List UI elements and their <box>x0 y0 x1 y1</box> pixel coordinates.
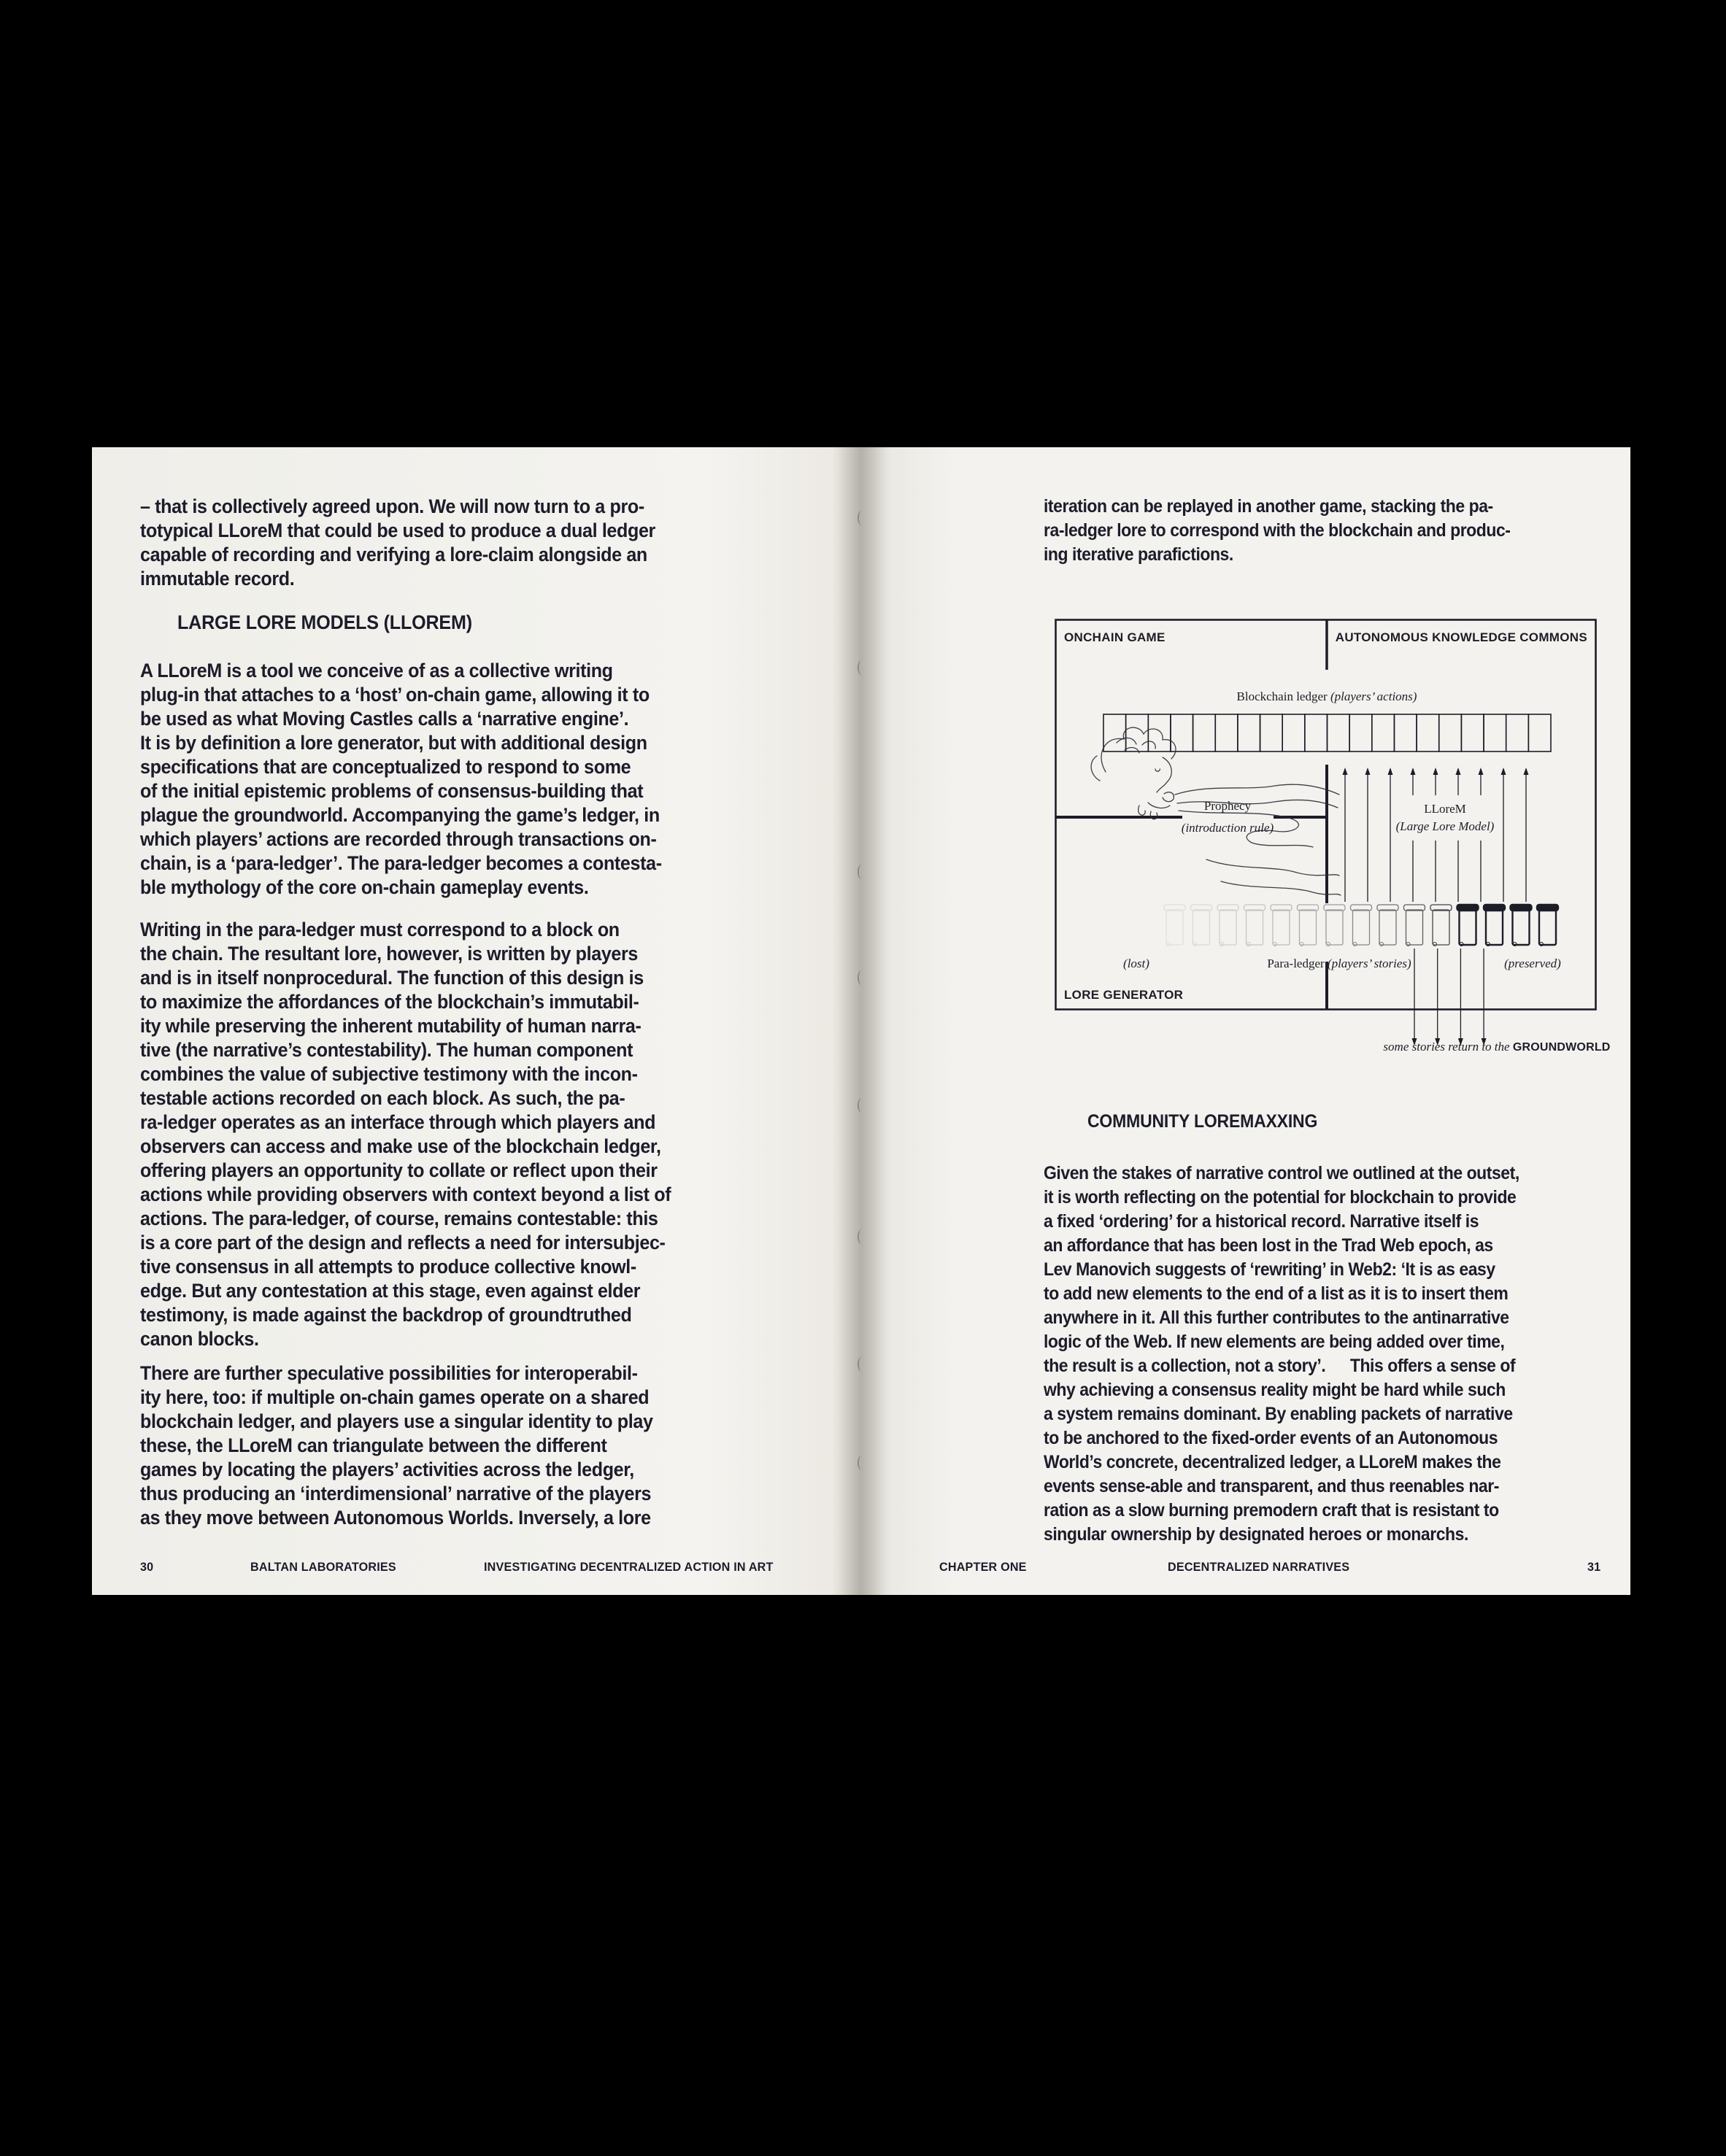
text-line: Writing in the para-ledger must correspond to a block on <box>140 919 620 940</box>
text-line: events sense-able and transparent, and thus reenables nar- <box>1044 1476 1499 1496</box>
blockchain-block-row <box>1103 714 1551 751</box>
book-spread <box>92 447 1630 1595</box>
text-line: anywhere in it. All this further contributes to the antinarrative <box>1044 1307 1509 1328</box>
text-line: as they move between Autonomous Worlds. Inversely, a lore <box>140 1507 651 1529</box>
text-line: a fixed ‘ordering’ for a historical record. Narrative itself is <box>1044 1211 1479 1232</box>
paragraph <box>140 495 655 591</box>
text-line: capable of recording and verifying a lore-claim alongside an <box>140 544 647 565</box>
section-heading: LARGE LORE MODELS (LLOREM) <box>177 611 472 633</box>
text-line: totypical LLoreM that could be used to produce a dual ledger <box>140 519 655 541</box>
label-autonomous-knowledge-commons: AUTONOMOUS KNOWLEDGE COMMONS <box>1335 630 1587 644</box>
text-line: Given the stakes of narrative control we outlined at the outset, <box>1044 1163 1519 1183</box>
text-line: testable actions recorded on each block. As such, the pa- <box>140 1087 625 1109</box>
text-line: an affordance that has been lost in the Trad Web epoch, as <box>1044 1235 1493 1256</box>
label-prophecy: Prophecy <box>1203 799 1252 813</box>
text-line: specifications that are conceptualized to respond to some <box>140 756 631 778</box>
binding-stitch <box>858 511 866 525</box>
label-introduction-rule: (introduction rule) <box>1181 821 1274 835</box>
text-line: a system remains dominant. By enabling packets of narrative <box>1044 1404 1513 1424</box>
text-line: to add new elements to the end of a list as it is to insert them <box>1044 1283 1509 1304</box>
text-line: iteration can be replayed in another game, stacking the pa- <box>1044 496 1493 517</box>
paragraph <box>140 918 671 1351</box>
text-line: logic of the Web. If new elements are being added over time, <box>1044 1332 1505 1352</box>
binding-stitch <box>858 1456 866 1470</box>
label-para-ledger: Para-ledger (players’ stories) <box>1267 957 1411 970</box>
text-line: of the initial epistemic problems of consensus-building that <box>140 780 644 802</box>
label-onchain-game: ONCHAIN GAME <box>1064 630 1166 644</box>
text-line: ration as a slow burning premodern craft that is resistant to <box>1044 1500 1499 1521</box>
text-line: be used as what Moving Castles calls a ‘narrative engine’. <box>140 708 629 730</box>
binding-stitch <box>858 1357 866 1372</box>
text-line: these, the LLoreM can triangulate between the different <box>140 1434 607 1456</box>
text-line: blockchain ledger, and players use a singular identity to play <box>140 1410 653 1432</box>
text-line: actions while providing observers with context beyond a list of <box>140 1183 671 1205</box>
diagram-caption: some stories return to the GROUNDWORLD <box>1383 1040 1611 1054</box>
text-line: canon blocks. <box>140 1328 259 1350</box>
footer-chapter: CHAPTER ONE <box>939 1560 1027 1574</box>
binding-stitch <box>858 1098 866 1113</box>
text-line: is a core part of the design and reflects a need for intersubjec- <box>140 1232 666 1253</box>
text-line: A LLoreM is a tool we conceive of as a collective writing <box>140 660 613 681</box>
text-line: testimony, is made against the backdrop of groundtruthed <box>140 1304 632 1326</box>
paragraph <box>1044 1162 1519 1547</box>
text-line: It is by definition a lore generator, but with additional design <box>140 732 647 754</box>
text-line: the chain. The resultant lore, however, is written by players <box>140 943 638 965</box>
text-line: actions. The para-ledger, of course, remains contestable: this <box>140 1208 658 1229</box>
footer-series-title: INVESTIGATING DECENTRALIZED ACTION IN ART <box>484 1560 774 1574</box>
text-line: ity here, too: if multiple on-chain games operate on a shared <box>140 1386 650 1408</box>
text-line: ity while preserving the inherent mutability of human narra- <box>140 1015 642 1037</box>
text-line: immutable record. <box>140 568 295 590</box>
down-arrows <box>1412 948 1487 1046</box>
paragraph <box>140 1361 653 1530</box>
label-preserved: (preserved) <box>1504 957 1561 970</box>
text-line: ble mythology of the core on-chain gameplay events. <box>140 876 589 898</box>
binding-stitch <box>858 865 866 879</box>
text-line: to maximize the affordances of the blockchain’s immutabil- <box>140 991 639 1013</box>
text-line: tive (the narrative’s contestability). The human component <box>140 1039 633 1061</box>
label-lore-generator: LORE GENERATOR <box>1064 988 1184 1002</box>
page-left <box>92 447 861 1595</box>
text-line: offering players an opportunity to collate or reflect upon their <box>140 1159 658 1181</box>
text-line: edge. But any contestation at this stage, even against elder <box>140 1280 641 1302</box>
paragraph <box>1044 495 1510 567</box>
text-line: which players’ actions are recorded through transactions on- <box>140 828 657 850</box>
text-line: the result is a collection, not a story’. This offers a sense of <box>1044 1356 1516 1376</box>
label-large-lore-model: (Large Lore Model) <box>1395 819 1495 833</box>
text-line: combines the value of subjective testimony with the incon- <box>140 1063 638 1085</box>
text-line: ra-ledger operates as an interface through which players and <box>140 1111 656 1133</box>
text-line: observers can access and make use of the blockchain ledger, <box>140 1135 661 1157</box>
text-line: to be anchored to the fixed-order events of an Autonomous <box>1044 1428 1498 1448</box>
binding-stitch <box>858 1229 866 1244</box>
binding-stitch <box>858 660 866 675</box>
text-line: singular ownership by designated heroes or monarchs. <box>1044 1524 1468 1545</box>
text-line: ra-ledger lore to correspond with the blockchain and produc- <box>1044 520 1511 541</box>
paragraph <box>140 659 662 900</box>
text-line: thus producing an ‘interdimensional’ narrative of the players <box>140 1483 652 1504</box>
text-line: Lev Manovich suggests of ‘rewriting’ in Web2: ‘It is as easy <box>1044 1259 1495 1280</box>
text-line: it is worth reflecting on the potential for blockchain to provide <box>1044 1187 1517 1208</box>
text-line: and is in itself nonprocedural. The function of this design is <box>140 967 644 989</box>
footer-chapter-title: DECENTRALIZED NARRATIVES <box>1168 1560 1350 1574</box>
binding-stitch <box>858 970 866 985</box>
text-line: There are further speculative possibilities for interoperabil- <box>140 1362 638 1384</box>
page-number: 31 <box>1587 1560 1601 1574</box>
text-line: why achieving a consensus reality might be hard while such <box>1044 1380 1506 1400</box>
text-line: plague the groundworld. Accompanying the game’s ledger, in <box>140 804 660 826</box>
text-line: World’s concrete, decentralized ledger, a LLoreM makes the <box>1044 1452 1501 1472</box>
page-number: 30 <box>140 1560 154 1574</box>
label-blockchain-ledger: Blockchain ledger (players’ actions) <box>1236 689 1417 703</box>
section-heading: COMMUNITY LOREMAXXING <box>1087 1111 1318 1132</box>
label-lost: (lost) <box>1123 957 1149 970</box>
llorem-diagram <box>1055 619 1597 1073</box>
para-ledger-scrolls <box>1164 905 1558 946</box>
text-line: plug-in that attaches to a ‘host’ on-chain game, allowing it to <box>140 684 650 706</box>
text-line: games by locating the players’ activities across the ledger, <box>140 1458 634 1480</box>
label-llorem: LLoreM <box>1424 802 1466 816</box>
text-line: tive consensus in all attempts to produce collective knowl- <box>140 1256 636 1278</box>
text-line: – that is collectively agreed upon. We will now turn to a pro- <box>140 495 644 517</box>
text-line: ing iterative parafictions. <box>1044 544 1233 565</box>
footer-publisher: BALTAN LABORATORIES <box>250 1560 396 1574</box>
page-right <box>861 447 1630 1595</box>
text-line: chain, is a ‘para-ledger’. The para-ledger becomes a contesta- <box>140 852 662 874</box>
